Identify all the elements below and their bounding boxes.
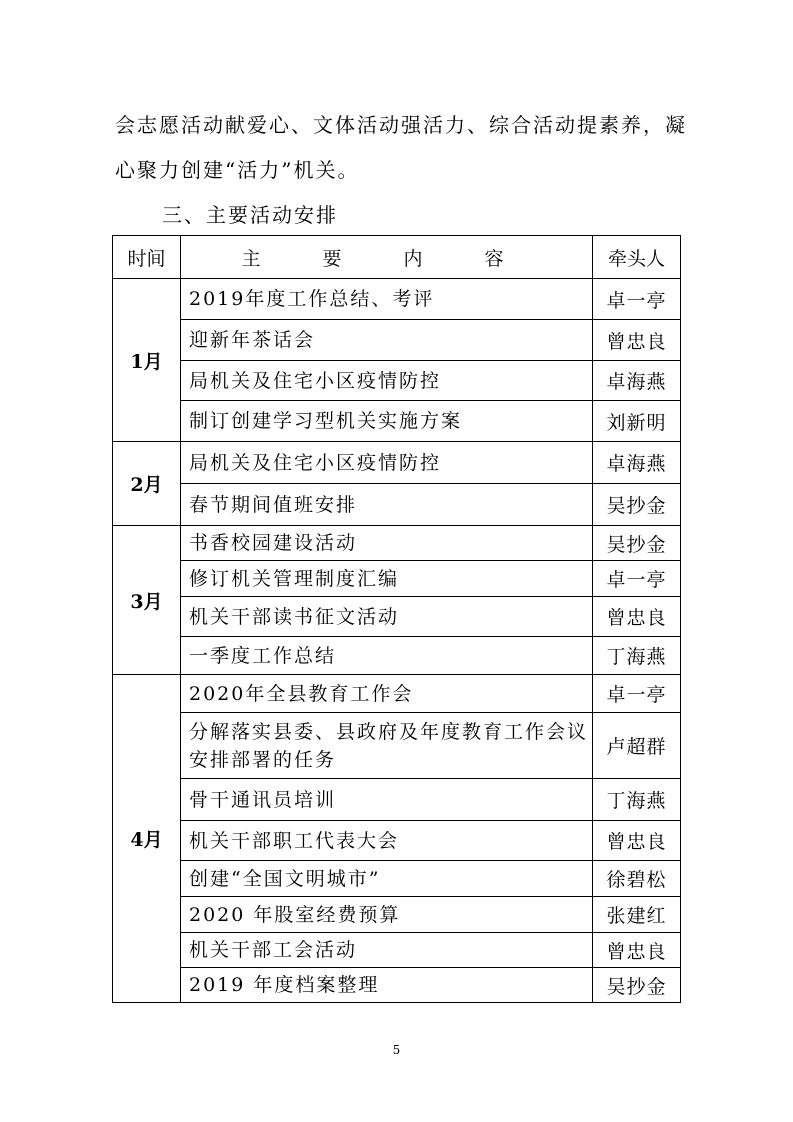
content-cell: 局机关及住宅小区疫情防控 — [181, 442, 593, 484]
section-heading: 三、主要活动安排 — [162, 203, 338, 227]
content-cell: 机关干部工会活动 — [181, 933, 593, 968]
table-row — [113, 861, 681, 897]
content-cell: 机关干部职工代表大会 — [181, 821, 593, 861]
lead-cell: 卓一亭 — [593, 675, 681, 713]
content-cell: 春节期间值班安排 — [181, 484, 593, 526]
page-number: 5 — [392, 1043, 401, 1057]
lead-cell: 卓一亭 — [593, 279, 681, 320]
table-row — [113, 968, 681, 1003]
activity-schedule-table — [112, 235, 681, 1003]
content-cell: 分解落实县委、县政府及年度教育工作会议安排部署的任务 — [181, 713, 593, 779]
content-cell: 修订机关管理制度汇编 — [181, 561, 593, 597]
lead-cell: 卓海燕 — [593, 361, 681, 401]
table-row — [113, 779, 681, 821]
table-row — [113, 561, 681, 597]
header-content: 主 要 内 容 — [181, 236, 593, 279]
content-cell: 机关干部读书征文活动 — [181, 597, 593, 637]
lead-cell: 曾忠良 — [593, 597, 681, 637]
lead-cell: 卢超群 — [593, 713, 681, 779]
content-cell: 创建“全国文明城市” — [181, 861, 593, 897]
content-cell: 2019年度工作总结、考评 — [181, 279, 593, 320]
table-row — [113, 637, 681, 675]
content-cell: 2020年全县教育工作会 — [181, 675, 593, 713]
content-cell: 一季度工作总结 — [181, 637, 593, 675]
lead-cell: 刘新明 — [593, 401, 681, 442]
table-row — [113, 401, 681, 442]
table-row — [113, 279, 681, 320]
lead-cell: 吴抄金 — [593, 968, 681, 1003]
table-row — [113, 442, 681, 484]
content-cell: 2019 年度档案整理 — [181, 968, 593, 1003]
content-cell: 迎新年茶话会 — [181, 320, 593, 361]
table-row — [113, 897, 681, 933]
content-cell: 2020 年股室经费预算 — [181, 897, 593, 933]
table-row — [113, 597, 681, 637]
lead-cell: 丁海燕 — [593, 779, 681, 821]
month-cell: 1月 — [113, 279, 181, 442]
month-cell: 4月 — [113, 675, 181, 1003]
table-row — [113, 675, 681, 713]
content-cell: 制订创建学习型机关实施方案 — [181, 401, 593, 442]
table-row — [113, 484, 681, 526]
lead-cell: 曾忠良 — [593, 320, 681, 361]
lead-cell: 卓海燕 — [593, 442, 681, 484]
content-cell: 局机关及住宅小区疫情防控 — [181, 361, 593, 401]
table-row — [113, 320, 681, 361]
content-cell: 书香校园建设活动 — [181, 526, 593, 561]
lead-cell: 吴抄金 — [593, 526, 681, 561]
header-lead: 牵头人 — [593, 236, 681, 279]
table-row — [113, 933, 681, 968]
lead-cell: 徐碧松 — [593, 861, 681, 897]
lead-cell: 吴抄金 — [593, 484, 681, 526]
lead-cell: 曾忠良 — [593, 933, 681, 968]
intro-line-2: 心聚力创建“活力”机关。 — [115, 158, 360, 182]
lead-cell: 张建红 — [593, 897, 681, 933]
table-row — [113, 526, 681, 561]
lead-cell: 丁海燕 — [593, 637, 681, 675]
content-cell: 骨干通讯员培训 — [181, 779, 593, 821]
table-row — [113, 821, 681, 861]
lead-cell: 卓一亭 — [593, 561, 681, 597]
header-time: 时间 — [113, 236, 181, 279]
intro-line-1: 会志愿活动献爱心、文体活动强活力、综合活动提素养，凝 — [115, 113, 687, 137]
month-cell: 2月 — [113, 442, 181, 526]
table-row — [113, 713, 681, 779]
table-row — [113, 361, 681, 401]
lead-cell: 曾忠良 — [593, 821, 681, 861]
table-header-row — [113, 236, 681, 279]
month-cell: 3月 — [113, 526, 181, 675]
